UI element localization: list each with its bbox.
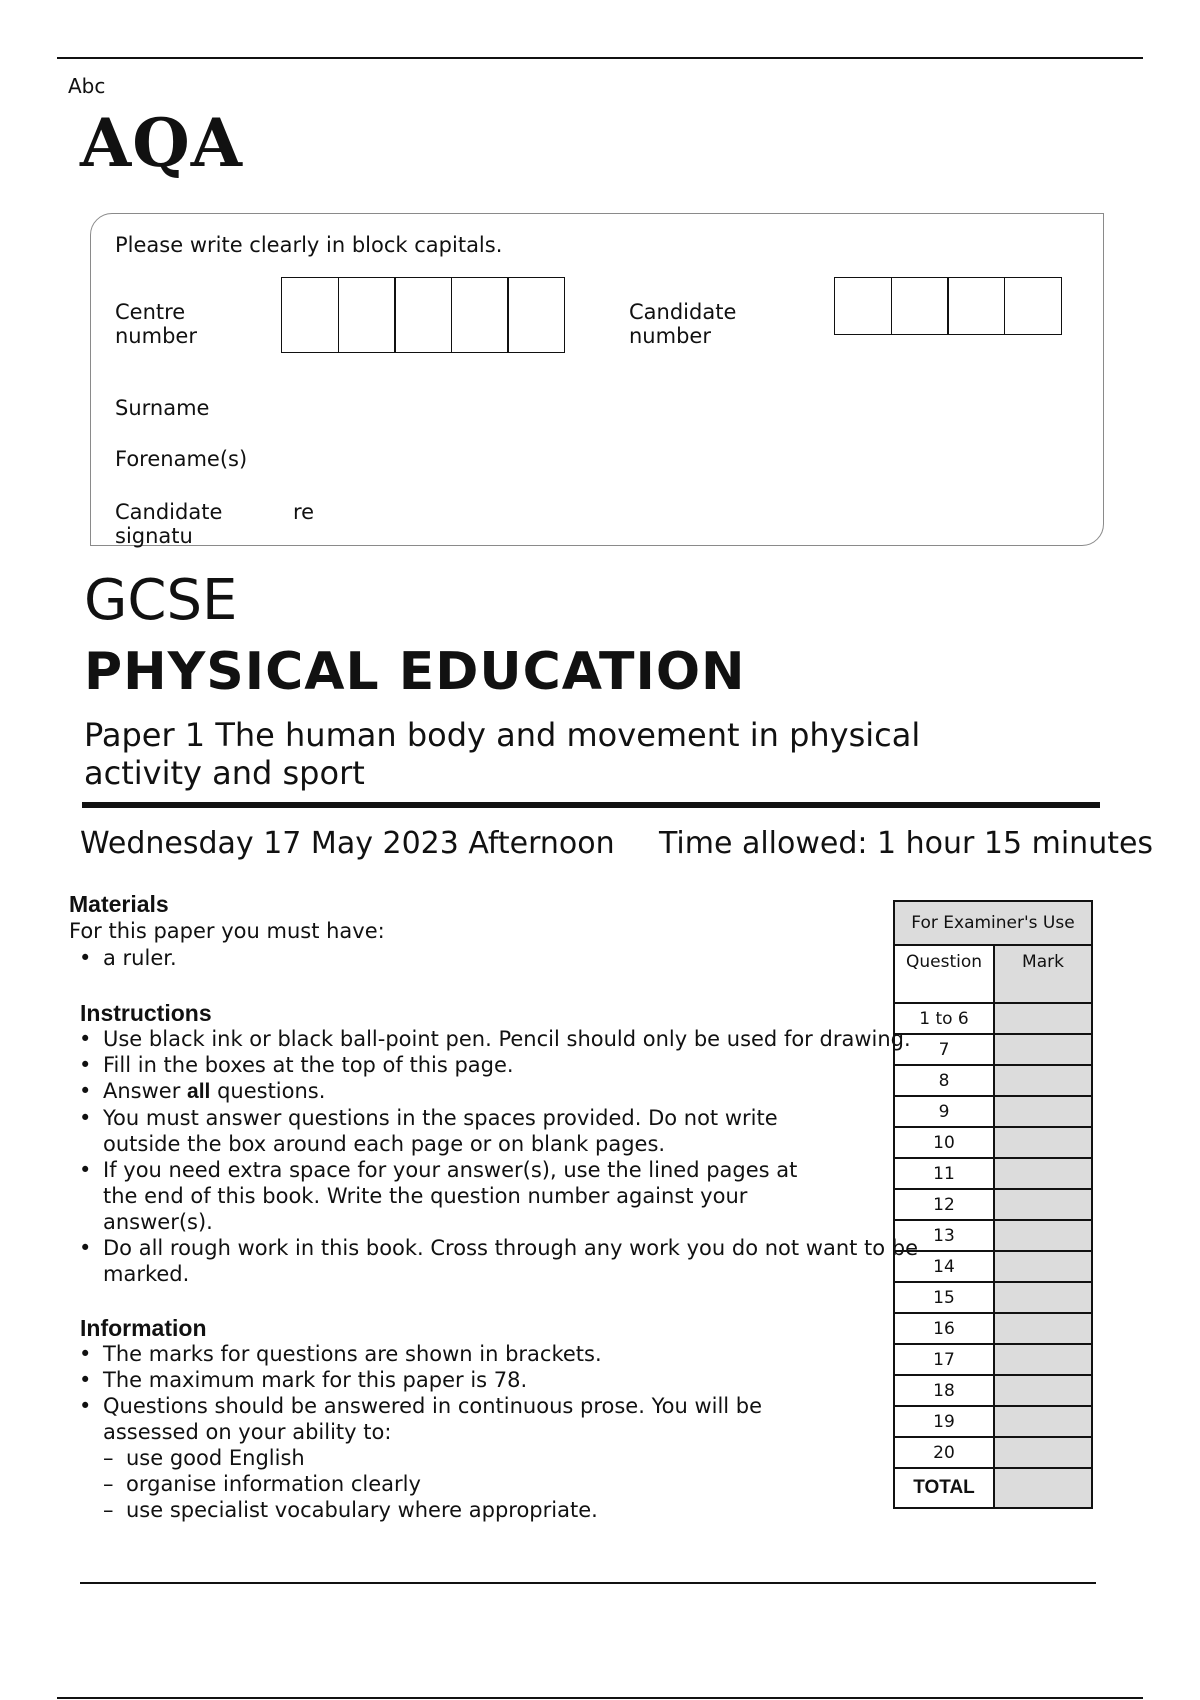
mark-cell — [994, 1158, 1092, 1189]
mark-cell — [994, 1437, 1092, 1468]
table-row — [894, 1251, 1092, 1282]
table-row — [894, 1158, 1092, 1189]
list-item: – organise information clearly — [103, 1471, 829, 1497]
mark-cell — [994, 1034, 1092, 1065]
list-item-text: Use black ink or black ball-point pen. Pencil should only be used for drawing. — [103, 1027, 911, 1051]
examiner-use-table — [893, 900, 1093, 1509]
list-item-text: If you need extra space for your answer(s), use the lined pages at the end of this book. Write the question number against your answer(s). — [103, 1158, 798, 1234]
mark-cell — [994, 1375, 1092, 1406]
mark-cell — [994, 1282, 1092, 1313]
table-row — [894, 1065, 1092, 1096]
question-number-cell: 11 — [894, 1158, 994, 1189]
table-row — [894, 1468, 1092, 1508]
question-number-cell: 7 — [894, 1034, 994, 1065]
information-heading: Information — [80, 1315, 207, 1341]
signature-label: Candidate signatu — [115, 500, 223, 548]
candidate-number-digit[interactable] — [834, 277, 892, 335]
answer-all: all — [187, 1080, 211, 1103]
paper-title: Paper 1 The human body and movement in physical activity and sport — [84, 716, 921, 792]
table-row — [894, 1189, 1092, 1220]
surname-label: Surname — [115, 396, 210, 420]
total-label: TOTAL — [894, 1468, 994, 1508]
candidate-number-digit[interactable] — [947, 277, 1005, 335]
list-item — [69, 1052, 1003, 1078]
centre-number-digit[interactable] — [338, 277, 396, 353]
aqa-logo: AQA — [80, 104, 243, 182]
list-item — [69, 1105, 823, 1157]
question-number-cell: 9 — [894, 1096, 994, 1127]
list-item — [69, 1157, 823, 1235]
mark-cell — [994, 1251, 1092, 1282]
qualification-title: GCSE — [84, 568, 238, 633]
list-item — [69, 1026, 1003, 1052]
centre-number-digit[interactable] — [394, 277, 452, 353]
question-number-cell: 1 to 6 — [894, 1003, 994, 1034]
centre-number-label: Centre number — [115, 300, 197, 348]
question-number-cell: 14 — [894, 1251, 994, 1282]
mark-column-header: Mark — [994, 945, 1092, 1003]
mark-cell — [994, 1096, 1092, 1127]
examiner-table-body — [894, 1003, 1092, 1468]
list-item: • The marks for questions are shown in brackets. — [69, 1341, 829, 1367]
candidate-number-label: Candidate number — [629, 300, 737, 348]
table-row — [894, 1344, 1092, 1375]
mark-cell — [994, 1127, 1092, 1158]
answer-pre: Answer — [103, 1079, 188, 1103]
forenames-field[interactable] — [300, 439, 1080, 473]
mark-cell — [994, 1065, 1092, 1096]
question-number-cell: 17 — [894, 1344, 994, 1375]
time-allowed: Time allowed: 1 hour 15 minutes — [659, 826, 1154, 861]
list-item-text: Fill in the boxes at the top of this page. — [103, 1053, 514, 1077]
table-row — [894, 1127, 1092, 1158]
table-row — [894, 1406, 1092, 1437]
list-item: – use good English — [103, 1445, 829, 1471]
question-number-cell: 16 — [894, 1313, 994, 1344]
list-item — [69, 1393, 829, 1523]
materials-list — [69, 945, 769, 971]
mark-cell — [994, 1189, 1092, 1220]
list-item: • a ruler. — [69, 945, 769, 971]
table-row — [894, 1220, 1092, 1251]
instructions-heading: Instructions — [80, 1000, 212, 1026]
exam-date: Wednesday 17 May 2023 Afternoon — [80, 826, 615, 861]
list-item — [69, 1235, 1003, 1287]
table-row — [894, 1313, 1092, 1344]
mark-cell — [994, 1003, 1092, 1034]
signature-field[interactable] — [330, 494, 1080, 534]
question-number-cell: 19 — [894, 1406, 994, 1437]
mark-cell — [994, 1220, 1092, 1251]
logo-tag: Abc — [68, 74, 106, 98]
total-mark-cell — [994, 1468, 1092, 1508]
table-row — [894, 1437, 1092, 1468]
bottom-rule — [80, 1582, 1096, 1584]
block-capitals-instruction: Please write clearly in block capitals. — [115, 233, 503, 257]
question-number-cell: 13 — [894, 1220, 994, 1251]
table-row — [894, 1375, 1092, 1406]
question-number-cell: 12 — [894, 1189, 994, 1220]
surname-field[interactable] — [300, 388, 1080, 422]
table-row — [894, 945, 1092, 1003]
mark-cell — [994, 1406, 1092, 1437]
candidate-number-digit[interactable] — [1004, 277, 1062, 335]
examiner-table-title: For Examiner's Use — [894, 901, 1092, 945]
question-column-header: Question — [894, 945, 994, 1003]
question-number-cell: 8 — [894, 1065, 994, 1096]
top-rule — [57, 57, 1143, 59]
signature-label-suffix: re — [293, 500, 315, 524]
table-row — [894, 1096, 1092, 1127]
list-item: – use specialist vocabulary where appropriate. — [103, 1497, 829, 1523]
list-item-text: You must answer questions in the spaces provided. Do not write outside the box around each page or on blank pages. — [103, 1106, 778, 1156]
table-row — [894, 1034, 1092, 1065]
centre-number-digit[interactable] — [281, 277, 339, 353]
centre-number-digit[interactable] — [451, 277, 509, 353]
question-number-cell: 15 — [894, 1282, 994, 1313]
table-row — [894, 1282, 1092, 1313]
centre-number-field[interactable] — [281, 277, 565, 353]
answer-post: questions. — [210, 1079, 326, 1103]
list-item-text: Do all rough work in this book. Cross through any work you do not want to be marked. — [103, 1236, 919, 1286]
title-rule — [82, 802, 1100, 808]
question-number-cell: 18 — [894, 1375, 994, 1406]
question-number-cell: 20 — [894, 1437, 994, 1468]
centre-number-digit[interactable] — [507, 277, 565, 353]
question-number-cell: 10 — [894, 1127, 994, 1158]
subject-title: PHYSICAL EDUCATION — [84, 642, 746, 702]
mark-cell — [994, 1344, 1092, 1375]
mark-cell — [994, 1313, 1092, 1344]
list-item: • The maximum mark for this paper is 78. — [69, 1367, 829, 1393]
footer-rule — [57, 1697, 1143, 1699]
materials-heading: Materials — [69, 891, 169, 917]
assessment-criteria-list — [103, 1445, 829, 1523]
information-list — [69, 1341, 829, 1523]
instructions-list — [69, 1026, 1003, 1287]
table-row — [894, 901, 1092, 945]
list-item-text: Questions should be answered in continuous prose. You will be assessed on your ability to: — [103, 1394, 763, 1444]
materials-intro: For this paper you must have: — [69, 919, 385, 943]
candidate-number-field[interactable] — [834, 277, 1062, 335]
forenames-label: Forename(s) — [115, 447, 248, 471]
table-row — [894, 1003, 1092, 1034]
list-item — [69, 1078, 1003, 1105]
candidate-number-digit[interactable] — [891, 277, 949, 335]
